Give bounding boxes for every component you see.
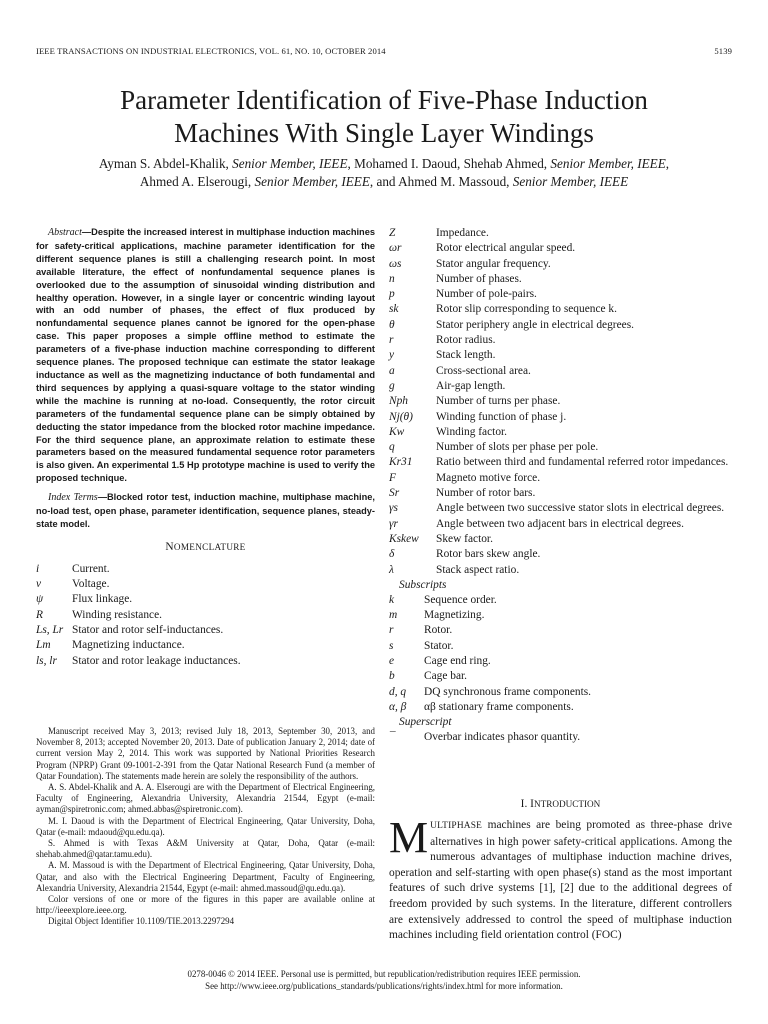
nomenclature-symbol: Z <box>389 227 396 239</box>
nomenclature-description: Number of pole-pairs. <box>436 288 537 301</box>
nomenclature-symbol: Lm <box>36 639 51 652</box>
nomenclature-symbol: α, β <box>389 700 407 713</box>
copyright-line: 0278-0046 © 2014 IEEE. Personal use is permitted, but republication/redistribution requires IEEE permission. <box>187 969 581 979</box>
nomenclature-entry <box>389 348 732 363</box>
journal-name: IEEE TRANSACTIONS ON INDUSTRIAL ELECTRONICS, VOL. 61, NO. 10, OCTOBER 2014 <box>36 46 386 56</box>
nomenclature-description: Magnetizing inductance. <box>72 639 185 652</box>
nomenclature-entry <box>389 593 732 608</box>
nomenclature-description: Rotor bars skew angle. <box>436 548 541 561</box>
nomenclature-entry <box>389 257 732 272</box>
nomenclature-symbol: g <box>389 379 395 392</box>
nomenclature-symbol: d, q <box>389 685 407 698</box>
intro-body: machines are being promoted as three-phase drive alternatives in high power safety-critical applications. Among the numerous advantages of multiphase induction machine drives, operation and self-starting with open phase(s) stand as the most important features of such drive systems [1], [2] due to the additional degrees of freedom provided by such systems. In the literature, different controllers are extensively addressed to control the speed of multiphase induction machines including field orientation control (FOC) <box>389 819 732 942</box>
superscript-list <box>389 730 732 745</box>
nomenclature-entry <box>389 547 732 562</box>
nomenclature-description: Angle between two successive stator slots in electrical degrees. <box>436 502 725 515</box>
nomenclature-description: Cage bar. <box>424 670 468 683</box>
nomenclature-description: Magneto motive force. <box>436 471 541 484</box>
author-name: Ayman S. Abdel-Khalik, <box>98 156 233 171</box>
nomenclature-symbol: r <box>389 334 394 347</box>
copyright-footer <box>20 969 748 992</box>
superscript-heading: Superscript <box>399 716 452 729</box>
nomenclature-entry <box>389 639 732 654</box>
nomenclature-entry <box>389 241 732 256</box>
nomenclature-entry <box>389 623 732 638</box>
nomenclature-symbol: ωr <box>389 242 402 255</box>
nomenclature-symbol: ls, lr <box>36 654 57 667</box>
footnote-paragraph: Manuscript received May 3, 2013; revised July 18, 2013, September 30, 2013, and November 8, 2013; accepted November 20, 2013. Date of publication January 2, 2014; date of current version May 2, 2014. This work was supported by National Priorities Research Program (NPRP) Grant 09-1001-2-391 from the Qatar National Research Fund (a member of Qatar Foundation). The statements made herein are solely the responsibility of the authors. <box>36 726 375 781</box>
nomenclature-description: Stator angular frequency. <box>436 257 551 270</box>
footnote-paragraph: A. M. Massoud is with the Department of Electrical Engineering, Qatar University, Doha, Qatar, and also with the Electrical Engineering Department, Faculty of Engineering, Alexandria University, Alexandria 21544, Egypt (e-mail: ahmed.massoud@qu.edu.qa). <box>36 860 375 893</box>
right-column <box>389 226 732 746</box>
nomenclature-description: Overbar indicates phasor quantity. <box>424 731 581 744</box>
nomenclature-entry <box>389 272 732 287</box>
nomenclature-description: Stack length. <box>436 349 496 362</box>
index-terms <box>36 491 375 531</box>
nomenclature-entry <box>389 608 732 623</box>
nomenclature-symbol: γs <box>389 502 398 515</box>
nomenclature-description: Stator and rotor self-inductances. <box>72 624 224 637</box>
nomenclature-description: Stator. <box>424 639 454 652</box>
nomenclature-symbol: y <box>389 349 395 362</box>
nomenclature-symbol: F <box>389 471 396 484</box>
author-list <box>40 155 728 191</box>
nomenclature-entry <box>389 394 732 409</box>
footnote-paragraph: Digital Object Identifier 10.1109/TIE.2013.2297294 <box>48 916 235 927</box>
nomenclature-description: Rotor radius. <box>436 334 496 347</box>
nomenclature-description: Cross-sectional area. <box>436 364 531 377</box>
index-terms-text: —Blocked rotor test, induction machine, multiphase machine, no-load test, open phase, parameter identification, sequence planes, steady-state model. <box>36 492 375 529</box>
footnote-paragraph: A. S. Abdel-Khalik and A. A. Elserougi are with the Department of Electrical Engineering, Faculty of Engineering, Alexandria University, Alexandria 21544, Egypt (e-mail: ayman@spiretronic.com; ahmed.abbas@spiretronic.com). <box>36 782 375 815</box>
lead-caps: ULTIPHASE <box>430 821 483 831</box>
author-role: Senior Member, IEEE <box>550 156 666 171</box>
nomenclature-symbol: Kr31 <box>389 456 413 469</box>
heading-rest: NTRODUCTION <box>533 799 601 809</box>
title-line-1: Parameter Identification of Five-Phase Induction <box>120 85 648 115</box>
nomenclature-symbol: r <box>389 624 394 637</box>
nomenclature-symbol: k <box>389 593 395 606</box>
nomenclature-entry <box>389 425 732 440</box>
nomenclature-list-left <box>36 562 375 669</box>
nomenclature-symbol: ¯ <box>389 731 395 744</box>
author-separator: , <box>665 156 670 171</box>
nomenclature-description: Rotor. <box>424 624 453 637</box>
nomenclature-entry <box>389 685 732 700</box>
nomenclature-entry <box>36 592 375 607</box>
nomenclature-symbol: i <box>36 562 40 575</box>
subscripts-list <box>389 593 732 715</box>
nomenclature-symbol: δ <box>389 548 395 561</box>
nomenclature-entry <box>36 654 375 669</box>
nomenclature-description: Number of slots per phase per pole. <box>436 441 599 454</box>
footnotes <box>36 726 375 928</box>
nomenclature-entry <box>389 532 732 547</box>
author-role: Senior Member, IEEE <box>232 156 348 171</box>
nomenclature-description: Impedance. <box>436 227 489 239</box>
abstract-text: —Despite the increased interest in multiphase induction machines for safety-critical applications, machine parameter identification for the different sequence planes is still a challenging research point. In most available literature, the effect of nonfundamental sequence planes is overlooked due to the assumption of sinusoidal winding distribution and healthy operation. However, in a single layer or concentric winding layout with an odd number of phases, the effect of flux produced by nonfundamental sequence planes cannot be ignored for the open-phase case. This paper proposes a simple offline method to estimate the parameters of a five-phase induction machine corresponding to different sequence planes. The proposed technique can estimate the stator leakage inductance as well as the magnetizing inductance of both fundamental and third sequences by applying a quasi-square voltage to the stator winding while the machine is running at no-load. Consequently, the rotor circuit parameters of the fundamental sequence plane can be simply obtained by deducting the stator impedance from the blocked rotor machine impedance. For the third sequence plane, an approximate relation to estimate these parameters based on the measured fundamental sequence rotor parameters is also given. An experimental 1.5 Hp prototype machine is used to verify the proposed technique. <box>36 227 375 484</box>
nomenclature-entry <box>389 517 732 532</box>
nomenclature-entry <box>389 455 732 470</box>
subscripts-heading: Subscripts <box>399 578 447 591</box>
page-number: 5139 <box>714 46 732 56</box>
author-role: Senior Member, IEEE <box>254 174 370 189</box>
nomenclature-description: Number of turns per phase. <box>436 395 561 408</box>
nomenclature-description: Current. <box>72 562 110 575</box>
author-line-2 <box>40 173 728 191</box>
nomenclature-entry <box>389 318 732 333</box>
nomenclature-symbol: ωs <box>389 257 402 270</box>
nomenclature-symbol: θ <box>389 318 395 331</box>
nomenclature-entry <box>389 654 732 669</box>
nomenclature-entry <box>389 730 732 745</box>
heading-initial: N <box>165 540 174 553</box>
author-name: , and Ahmed M. Massoud, <box>369 174 513 189</box>
nomenclature-entry <box>389 486 732 501</box>
nomenclature-symbol: p <box>389 288 395 301</box>
nomenclature-description: Number of phases. <box>436 272 522 285</box>
nomenclature-entry <box>36 562 375 577</box>
nomenclature-symbol: s <box>389 639 394 652</box>
abstract-label: Abstract <box>48 227 82 238</box>
nomenclature-symbol: Ls, Lr <box>36 624 64 637</box>
nomenclature-entry <box>389 669 732 684</box>
nomenclature-symbol: γr <box>389 517 398 530</box>
introduction-heading <box>389 798 732 810</box>
nomenclature-description: Voltage. <box>72 578 110 591</box>
nomenclature-entry <box>36 638 375 653</box>
nomenclature-symbol: Kskew <box>389 532 419 545</box>
nomenclature-entry <box>36 623 375 638</box>
nomenclature-description: Stator periphery angle in electrical degrees. <box>436 318 634 331</box>
nomenclature-entry <box>389 333 732 348</box>
nomenclature-entry <box>389 302 732 317</box>
rights-link-line: See http://www.ieee.org/publications_standards/publications/rights/index.html for more information. <box>205 980 563 991</box>
nomenclature-heading <box>36 541 375 553</box>
nomenclature-description: αβ stationary frame components. <box>424 700 574 713</box>
nomenclature-entry <box>389 410 732 425</box>
nomenclature-entry <box>36 608 375 623</box>
nomenclature-description: Flux linkage. <box>72 593 133 606</box>
nomenclature-description: Winding resistance. <box>72 608 163 621</box>
nomenclature-description: Air-gap length. <box>436 379 506 392</box>
nomenclature-entry <box>389 700 732 715</box>
nomenclature-description: Sequence order. <box>424 593 497 606</box>
nomenclature-symbol: Nph <box>389 395 408 408</box>
footnote-paragraph: S. Ahmed is with Texas A&M University at Qatar, Doha, Qatar (e-mail: shehab.ahmed@qatar.tamu.edu). <box>36 838 375 860</box>
nomenclature-description: Stator and rotor leakage inductances. <box>72 654 241 667</box>
paper-title <box>20 84 748 150</box>
nomenclature-description: Rotor slip corresponding to sequence k. <box>436 303 617 316</box>
nomenclature-symbol: v <box>36 578 42 591</box>
nomenclature-symbol: R <box>36 608 43 621</box>
nomenclature-symbol: m <box>389 609 398 622</box>
title-line-2: Machines With Single Layer Windings <box>174 118 594 148</box>
nomenclature-description: Winding function of phase j. <box>436 410 567 423</box>
nomenclature-symbol: Kw <box>389 425 405 438</box>
drop-cap: M <box>389 813 429 862</box>
section-number: I. <box>520 798 531 810</box>
nomenclature-symbol: b <box>389 670 395 683</box>
nomenclature-entry <box>389 379 732 394</box>
heading-initial: I <box>530 798 534 810</box>
nomenclature-entry <box>389 563 732 578</box>
footnote-paragraph: Color versions of one or more of the figures in this paper are available online at http://ieeexplore.ieee.org. <box>36 894 375 916</box>
running-header <box>36 46 732 60</box>
footnote-paragraph: M. I. Daoud is with the Department of Electrical Engineering, Qatar University, Doha, Qatar (e-mail: mdaoud@qu.edu.qa). <box>36 815 375 837</box>
nomenclature-description: Number of rotor bars. <box>436 487 536 500</box>
nomenclature-entry <box>389 226 732 241</box>
nomenclature-list-right <box>389 226 732 578</box>
nomenclature-entry <box>389 364 732 379</box>
nomenclature-description: Cage end ring. <box>424 655 491 668</box>
nomenclature-symbol: sk <box>389 303 399 316</box>
nomenclature-entry <box>389 501 732 516</box>
nomenclature-description: Rotor electrical angular speed. <box>436 242 576 255</box>
author-name: Ahmed A. Elserougi, <box>139 174 255 189</box>
nomenclature-entry <box>389 440 732 455</box>
author-name: , Mohamed I. Daoud, Shehab Ahmed, <box>347 156 551 171</box>
nomenclature-description: DQ synchronous frame components. <box>424 685 592 698</box>
nomenclature-symbol: q <box>389 441 395 454</box>
introduction-text <box>389 813 732 944</box>
nomenclature-description: Ratio between third and fundamental referred rotor impedances. <box>436 456 729 469</box>
author-line-1 <box>40 155 728 173</box>
nomenclature-description: Stack aspect ratio. <box>436 563 520 576</box>
left-column <box>36 226 375 669</box>
nomenclature-symbol: a <box>389 364 395 377</box>
nomenclature-symbol: λ <box>389 563 394 576</box>
nomenclature-description: Skew factor. <box>436 532 493 545</box>
abstract <box>36 226 375 485</box>
nomenclature-symbol: e <box>389 655 395 668</box>
nomenclature-description: Angle between two adjacent bars in electrical degrees. <box>436 517 684 530</box>
index-terms-label: Index Terms <box>48 492 98 504</box>
nomenclature-symbol: Nj(θ) <box>389 410 413 423</box>
author-role: Senior Member, IEEE <box>512 174 629 189</box>
nomenclature-entry <box>389 471 732 486</box>
heading-rest: OMENCLATURE <box>173 541 246 552</box>
nomenclature-symbol: ψ <box>36 593 44 606</box>
nomenclature-entry <box>389 287 732 302</box>
nomenclature-entry <box>36 577 375 592</box>
nomenclature-symbol: Sr <box>389 487 400 500</box>
nomenclature-symbol: n <box>389 272 395 285</box>
nomenclature-description: Winding factor. <box>436 425 508 438</box>
nomenclature-description: Magnetizing. <box>424 609 485 622</box>
